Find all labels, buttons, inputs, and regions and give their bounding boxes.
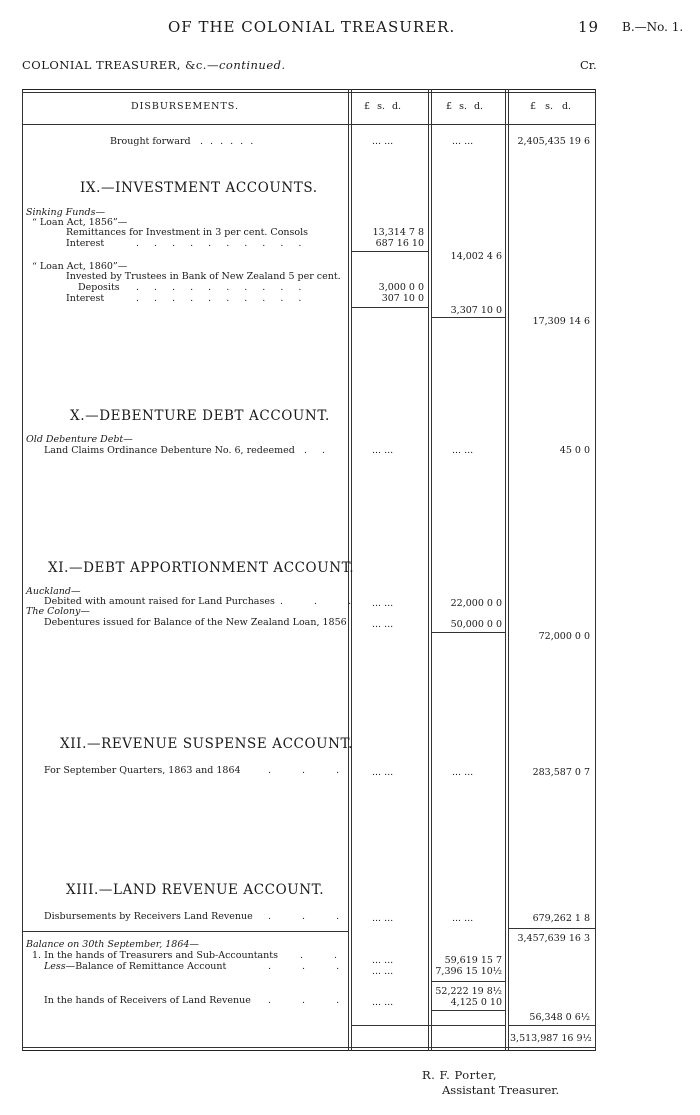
leader-dots: . . . . . . . . . . xyxy=(136,293,308,304)
section-title-investment: IX.—INVESTMENT ACCOUNTS. xyxy=(80,180,318,196)
subtotal-amount: 3,307 10 0 xyxy=(450,305,502,316)
treasurers-hands-label: 1. In the hands of Treasurers and Sub-Accountants xyxy=(32,950,278,961)
blank-entry: ... ... xyxy=(372,997,394,1008)
running-sum-amount: 3,457,639 16 3 xyxy=(517,933,590,944)
net-balance-amount: 52,222 19 8½ xyxy=(435,986,502,997)
land-balance-total: 56,348 0 6½ xyxy=(529,1012,590,1023)
leader-dots: . . . . . . xyxy=(200,136,256,147)
receivers-disbursements-label: Disbursements by Receivers Land Revenue xyxy=(44,911,253,922)
interest-amount: 307 10 0 xyxy=(381,293,424,304)
running-header-text: COLONIAL TREASURER, &c.— xyxy=(22,58,219,72)
remittance-account-amount: 7,396 15 10½ xyxy=(435,966,502,977)
debited-amount: 22,000 0 0 xyxy=(450,598,502,609)
blank-entry: ... ... xyxy=(452,767,474,778)
invested-by-trustees-label: Invested by Trustees in Bank of New Zealand 5 per cent. xyxy=(66,271,341,282)
signatory-role: Assistant Treasurer. xyxy=(442,1083,560,1097)
loan-act-1856-label: “ Loan Act, 1856”— xyxy=(32,217,128,228)
september-quarters-label: For September Quarters, 1863 and 1864 xyxy=(44,765,241,776)
running-header-continued: continued. xyxy=(218,58,286,72)
less-label: Less— xyxy=(44,961,76,972)
blank-entry: ... ... xyxy=(372,966,394,977)
document-reference: B.—No. 1. xyxy=(622,20,684,34)
interest-label: Interest xyxy=(66,293,105,304)
section-title-revenue-suspense: XII.—REVENUE SUSPENSE ACCOUNT. xyxy=(60,736,354,752)
debentures-label: Debentures issued for Balance of the New Zealand Loan, 1856 xyxy=(44,617,347,628)
blank-entry: ... ... xyxy=(452,445,474,456)
loan-act-1860-label: “ Loan Act, 1860”— xyxy=(32,261,128,272)
blank-entry: ... ... xyxy=(372,913,394,924)
deposits-amount: 3,000 0 0 xyxy=(378,282,424,293)
debentures-amount: 50,000 0 0 xyxy=(450,619,502,630)
brought-forward-label: Brought forward xyxy=(110,136,191,147)
section-title-debt-apportionment: XI.—DEBT APPORTIONMENT ACCOUNT. xyxy=(48,560,355,576)
treasurers-hands-amount: 59,619 15 7 xyxy=(444,955,502,966)
blank-entry: ... ... xyxy=(452,913,474,924)
deposits-label: Deposits xyxy=(78,282,120,293)
section-title-debenture: X.—DEBENTURE DEBT ACCOUNT. xyxy=(70,408,330,424)
column-header-units-2: £ s. d. xyxy=(446,101,484,112)
auckland-label: Auckland— xyxy=(26,586,81,597)
page-number: 19 xyxy=(578,18,600,36)
receivers-disbursements-amount: 679,262 1 8 xyxy=(532,913,590,924)
receivers-hands-label: In the hands of Receivers of Land Revenue xyxy=(44,995,251,1006)
receivers-hands-amount: 4,125 0 10 xyxy=(450,997,502,1008)
land-claims-amount: 45 0 0 xyxy=(559,445,590,456)
subtotal-amount: 14,002 4 6 xyxy=(450,251,502,262)
remittances-amount: 13,314 7 8 xyxy=(372,227,424,238)
blank-entry: ... ... xyxy=(372,136,394,147)
leader-dots: . . xyxy=(304,445,332,456)
blank-entry: ... ... xyxy=(372,445,394,456)
less-remittance-label xyxy=(44,961,226,972)
leader-dots: . . . xyxy=(280,596,366,607)
running-header xyxy=(22,58,286,72)
investment-total-amount: 17,309 14 6 xyxy=(532,316,590,327)
interest-amount: 687 16 10 xyxy=(375,238,424,249)
old-debenture-label: Old Debenture Debt— xyxy=(26,434,133,445)
debited-label: Debited with amount raised for Land Purchases xyxy=(44,596,275,607)
credit-side-label: Cr. xyxy=(580,58,597,72)
revenue-suspense-amount: 283,587 0 7 xyxy=(532,767,590,778)
remittance-account-label: Balance of Remittance Account xyxy=(75,961,227,972)
column-header-disbursements: DISBURSEMENTS. xyxy=(131,101,239,112)
remittances-label: Remittances for Investment in 3 per cent. Consols xyxy=(66,227,309,238)
blank-entry: ... ... xyxy=(372,955,394,966)
leader-dots: . . . xyxy=(268,911,354,922)
page-title: OF THE COLONIAL TREASURER. xyxy=(168,18,456,36)
leader-dots: . . . xyxy=(268,961,354,972)
column-header-units-1: £ s. d. xyxy=(364,101,402,112)
colony-label: The Colony— xyxy=(26,606,90,617)
land-claims-label: Land Claims Ordinance Debenture No. 6, redeemed xyxy=(44,445,295,456)
leader-dots: . . . . . . . . . . xyxy=(136,282,308,293)
brought-forward-amount: 2,405,435 19 6 xyxy=(517,136,590,147)
column-header-units-3: £ s. d. xyxy=(530,101,572,112)
leader-dots: . . . . . . . . . . xyxy=(136,238,308,249)
grand-total-amount: 3,513,987 16 9½ xyxy=(510,1033,592,1044)
blank-entry: ... ... xyxy=(372,619,394,630)
interest-label: Interest xyxy=(66,238,105,249)
blank-entry: ... ... xyxy=(452,136,474,147)
section-title-land-revenue: XIII.—LAND REVENUE ACCOUNT. xyxy=(66,882,325,898)
leader-dots: . . . xyxy=(268,765,354,776)
blank-entry: ... ... xyxy=(372,598,394,609)
sinking-funds-label: Sinking Funds— xyxy=(26,207,105,218)
signatory-name: R. F. Porter, xyxy=(422,1068,497,1082)
balance-label: Balance on 30th September, 1864— xyxy=(26,939,199,950)
debt-apportionment-total: 72,000 0 0 xyxy=(538,631,590,642)
leader-dots: . . . xyxy=(268,995,354,1006)
blank-entry: ... ... xyxy=(372,767,394,778)
leader-dots: . . xyxy=(300,950,352,961)
